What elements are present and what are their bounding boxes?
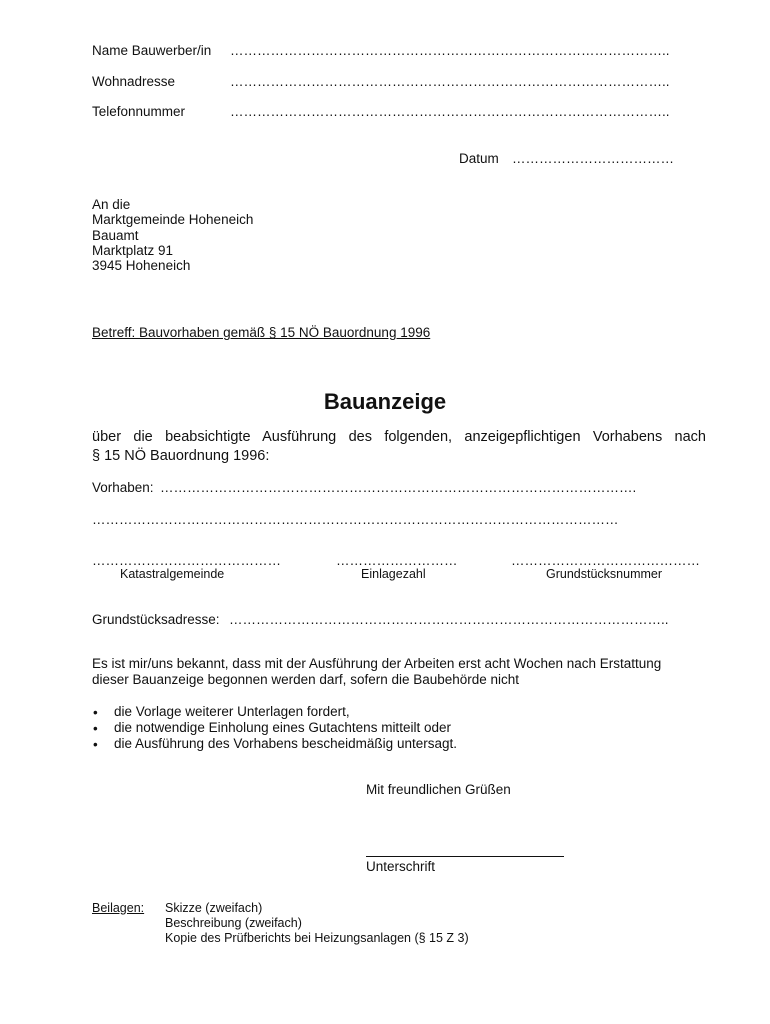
condition-item: die Vorlage weiterer Unterlagen fordert,	[114, 704, 350, 719]
bullet-icon: •	[93, 721, 98, 736]
intro-line: über die beabsichtigte Ausführung des folgenden, anzeigepflichtigen Vorhabens nach	[92, 429, 706, 445]
condition-item: die notwendige Einholung eines Gutachtens mitteilt oder	[114, 720, 451, 735]
attachments-label: Beilagen:	[92, 901, 145, 915]
phone-field[interactable]: ……………………………………………………………………………………..	[230, 104, 670, 119]
recipient-line: 3945 Hoheneich	[92, 258, 191, 273]
vorhaben-field[interactable]: …………………………………………………………………………………………….	[160, 480, 637, 495]
einlagezahl-field[interactable]: ………………………	[336, 553, 458, 568]
attachment-item: Kopie des Prüfberichts bei Heizungsanlagen (§ 15 Z 3)	[165, 931, 469, 945]
bullet-icon: •	[93, 705, 98, 720]
phone-label: Telefonnummer	[92, 104, 186, 119]
recipient-line: Bauamt	[92, 228, 139, 243]
address-label: Wohnadresse	[92, 74, 176, 89]
subject-line: Betreff: Bauvorhaben gemäß § 15 NÖ Bauordnung 1996	[92, 325, 431, 340]
notice-line: Es ist mir/uns bekannt, dass mit der Ausführung der Arbeiten erst acht Wochen nach Erstattung	[92, 656, 662, 671]
vorhaben-field-line-2[interactable]: ………………………………………………………………………………………………………	[92, 512, 619, 527]
recipient-line: Marktplatz 91	[92, 243, 174, 258]
document-title: Bauanzeige	[323, 389, 447, 414]
name-field[interactable]: ……………………………………………………………………………………..	[230, 43, 670, 58]
grundstuecksadresse-label: Grundstücksadresse:	[92, 612, 220, 627]
vorhaben-label: Vorhaben:	[92, 480, 154, 495]
condition-item: die Ausführung des Vorhabens bescheidmäßig untersagt.	[114, 736, 457, 751]
notice-line: dieser Bauanzeige begonnen werden darf, sofern die Baubehörde nicht	[92, 672, 520, 687]
grundstuecksadresse-field[interactable]: ……………………………………………………………………………………..	[229, 612, 669, 627]
signature-label: Unterschrift	[366, 859, 436, 874]
intro-line: § 15 NÖ Bauordnung 1996:	[92, 448, 270, 464]
attachment-item: Skizze (zweifach)	[165, 901, 263, 915]
bullet-icon: •	[93, 737, 98, 752]
date-field[interactable]: ………………………………	[512, 151, 674, 166]
closing-text: Mit freundlichen Grüßen	[366, 782, 511, 797]
attachment-item: Beschreibung (zweifach)	[165, 916, 302, 930]
name-label: Name Bauwerber/in	[92, 43, 212, 58]
einlagezahl-label: Einlagezahl	[361, 567, 426, 581]
signature-line[interactable]	[366, 856, 564, 857]
recipient-line: Marktgemeinde Hoheneich	[92, 212, 254, 227]
address-field[interactable]: ……………………………………………………………………………………..	[230, 74, 670, 89]
recipient-line: An die	[92, 197, 131, 212]
grundstuecksnummer-label: Grundstücksnummer	[546, 567, 663, 581]
katastralgemeinde-field[interactable]: ……………………………………	[92, 553, 281, 568]
katastralgemeinde-label: Katastralgemeinde	[120, 567, 225, 581]
grundstuecksnummer-field[interactable]: ……………………………………	[511, 553, 700, 568]
date-label: Datum	[459, 151, 499, 166]
